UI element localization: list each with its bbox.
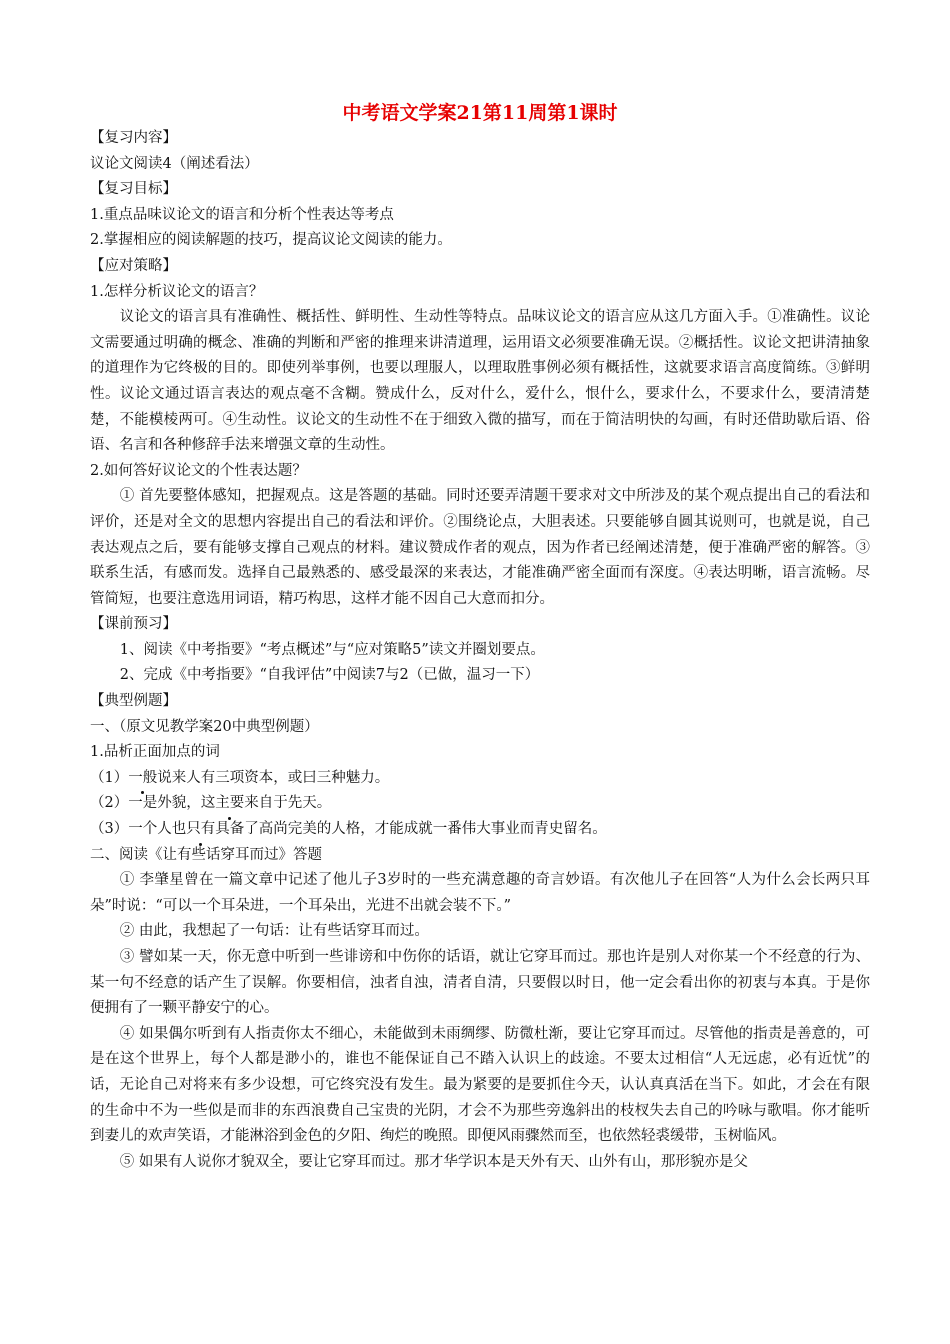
- goal-item: 2.掌握相应的阅读解题的技巧，提高议论文阅读的能力。: [90, 232, 452, 249]
- page-title: 中考语文学案21第11周第1课时: [342, 102, 618, 124]
- section-heading-review-goals: 【复习目标】: [90, 181, 177, 198]
- section-heading-review-content: 【复习内容】: [90, 130, 177, 146]
- goal-item: 1.重点品味议论文的语言和分析个性表达等考点: [90, 206, 394, 223]
- emphasized-word: 主要: [215, 791, 244, 817]
- emphasized-word: 一般: [128, 766, 157, 792]
- document-page: [90, 100, 870, 1175]
- example-sentence-1: （1）一般说来人有三项资本，或曰三种魅力。: [90, 766, 870, 792]
- example-sentence-3: （3）一个人也只有具备了高尚完美的人格，才能成就一番伟大事业而青史留名。: [90, 817, 870, 843]
- article-paragraph: ⑤ 如果有人说你才貌双全，要让它穿耳而过。那才华学识本是天外有天、山外有山，那形貌亦是父: [119, 1153, 748, 1170]
- strategy-paragraph-1: 议论文的语言具有准确性、概括性、鲜明性、生动性等特点。品味议论文的语言应从这几方面入手。①准确性。议论文需要通过明确的概念、准确的判断和严密的推理来讲清道理，运用语文必须要准确无误。②概括性。议论文把讲清抽象的道理作为它终极的目的。即使列举事例，也要以理服人，以理取胜事例必须有概括性，这就要求语言高度简练。③鲜明性。议论文通过语言表达的观点毫不含糊。赞成什么，反对什么，爱什么，恨什么，要求什么，不要求什么，要清清楚楚，不能模棱两可。④生动性。议论文的生动性不在于细致入微的描写，而在于简洁明快的勾画，有时还借助歇后语、俗语、名言和各种修辞手法来增强文章的生动性。: [90, 309, 870, 454]
- example-question-1: 1.品析正面加点的词: [90, 744, 220, 761]
- strategy-question-1: 1.怎样分析议论文的语言？: [90, 283, 264, 300]
- preview-item: 2、完成《中考指要》“自我评估”中阅读7与2（已做，温习一下）: [119, 667, 540, 684]
- article-paragraph: ① 李肇星曾在一篇文章中记述了他儿子3岁时的一些充满意趣的奇言妙语。有次他儿子在回答“人为什么会长两只耳朵”时说：“可以一个耳朵进，一个耳朵出，光进不出就会装不下。”: [90, 872, 870, 914]
- article-paragraph: ④ 如果偶尔听到有人指责你太不细心，未能做到未雨绸缪、防微杜渐，要让它穿耳而过。尽管他的指责是善意的，可是在这个世界上，每个人都是渺小的，谁也不能保证自己不踏入认识上的歧途。不要太过相信“人无远虑，必有近忧”的话，无论自己对将来有多少设想，可它终究没有发生。最为紧要的是要抓住今天，认认真真活在当下。如此，才会在有限的生命中不为一些似是而非的东西浪费自己宝贵的光阴，才会不为那些旁逸斜出的枝杈失去自己的吟咏与歌唱。你才能听到妻儿的欢声笑语，才能淋浴到金色的夕阳、绚烂的晚照。即便风雨骤然而至，也依然轻裘缓带，玉树临风。: [90, 1025, 870, 1145]
- section-heading-preview: 【课前预习】: [90, 616, 177, 633]
- preview-item: 1、阅读《中考指要》“考点概述”与“应对策略5”读文并圈划要点。: [119, 641, 545, 658]
- article-paragraph: ② 由此，我想起了一句话：让有些话穿耳而过。: [119, 923, 429, 940]
- section-heading-examples: 【典型例题】: [90, 693, 177, 710]
- review-content-text: 议论文阅读4（阐述看法）: [90, 155, 259, 172]
- article-paragraph: ③ 譬如某一天，你无意中听到一些诽谤和中伤你的话语，就让它穿耳而过。那也许是别人对你某一个不经意的行为、某一句不经意的话产生了误解。你要相信，浊者自浊，清者自清，只要假以时日，他一定会看出你的初衷与本真。于是你便拥有了一颗平静安宁的心。: [90, 949, 870, 1017]
- section-heading-strategy: 【应对策略】: [90, 257, 177, 274]
- strategy-question-2: 2.如何答好议论文的个性表达题？: [90, 462, 307, 479]
- strategy-paragraph-2: ① 首先要整体感知，把握观点。这是答题的基础。同时还要弄清题干要求对文中所涉及的某个观点提出自己的看法和评价，还是对全文的思想内容提出自己的看法和评价。②围绕论点，大胆表述。只要能够自圆其说则可，也就是说，自己表达观点之后，要有能够支撑自己观点的材料。建议赞成作者的观点，因为作者已经阐述清楚，便于准确严密的解答。③联系生活，有感而发。选择自己最熟悉的、感受最深的来表达，才能准确严密全面而有深度。④表达明晰，语言流畅。尽管简短，也要注意选用词语，精巧构思，这样才能不因自己大意而扣分。: [90, 488, 870, 607]
- example-sentence-2: （2）一是外貌，这主要来自于先天。: [90, 791, 870, 817]
- emphasized-word: 只有: [186, 817, 215, 843]
- example-part-1: 一、（原文见教学案20中典型例题）: [90, 718, 319, 735]
- example-part-2: 二、阅读《让有些话穿耳而过》答题: [90, 846, 322, 863]
